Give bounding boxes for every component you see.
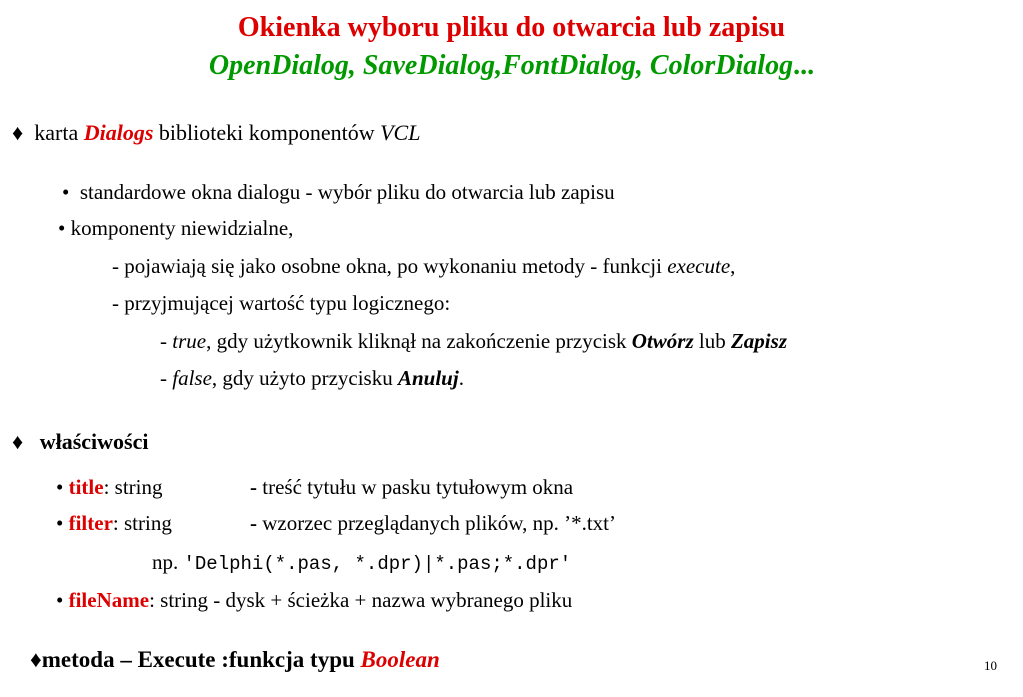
true-description: , gdy użytkownik kliknął na zakończenie przycisk: [206, 329, 627, 353]
example-label: np.: [152, 550, 179, 574]
invisible-components-text: komponenty niewidzialne,: [70, 216, 294, 240]
detail-false-case: [160, 366, 464, 391]
property-filename: [56, 588, 572, 613]
property-filter-description: [250, 511, 616, 536]
title-property-name: title: [68, 475, 104, 499]
comma: ,: [730, 254, 736, 278]
bullet-icon: •: [56, 475, 64, 499]
filter-description: wzorzec przeglądanych plików, np. ’*.txt’: [262, 511, 616, 535]
library-text: biblioteki komponentów: [158, 120, 375, 145]
section-dialogs-line: [12, 120, 420, 146]
section-execute-method: [30, 647, 440, 673]
filter-example: [152, 550, 571, 575]
karta-text: karta: [34, 120, 79, 145]
filter-property-name: filter: [68, 511, 113, 535]
filename-description: : string - dysk + ścieżka + nazwa wybranego pliku: [149, 588, 573, 612]
slide-title-line1: Okienka wyboru pliku do otwarcia lub zapisu: [237, 12, 786, 43]
separate-windows-text: - pojawiają się jako osobne okna, po wykonaniu metody - funkcji: [112, 254, 662, 278]
anuluj-button-name: Anuluj: [397, 366, 459, 390]
true-keyword: true: [172, 329, 207, 353]
bullet-icon: •: [56, 588, 64, 612]
execute-keyword: execute: [667, 254, 731, 278]
detail-separate-windows: [112, 254, 735, 279]
dash: -: [160, 329, 167, 353]
vcl-keyword: VCL: [380, 120, 421, 145]
properties-heading: właściwości: [39, 429, 149, 454]
section-properties-heading: [12, 429, 149, 455]
filter-property-type: : string: [112, 511, 172, 535]
diamond-bullet-icon: ♦: [30, 647, 42, 672]
lub-text: lub: [698, 329, 726, 353]
title-description: treść tytułu w pasku tytułowym okna: [262, 475, 574, 499]
dash: -: [160, 366, 167, 390]
standard-dialogs-text: standardowe okna dialogu - wybór pliku do otwarcia lub zapisu: [79, 180, 615, 204]
dash: -: [250, 475, 257, 499]
bullet-icon: •: [58, 216, 66, 240]
page-number: 10: [984, 658, 997, 673]
diamond-bullet-icon: ♦: [12, 429, 24, 454]
diamond-bullet-icon: ♦: [12, 120, 24, 145]
sub-bullet-invisible-components: [58, 216, 293, 241]
slide-title-line2: [0, 50, 1023, 82]
property-title-description: [250, 475, 573, 500]
false-keyword: false: [172, 366, 212, 390]
boolean-keyword: Boolean: [360, 647, 440, 672]
bullet-icon: •: [56, 511, 64, 535]
dialogs-keyword: Dialogs: [83, 120, 154, 145]
title-o-letter: O: [208, 50, 230, 81]
sub-bullet-standard-dialogs: [62, 180, 615, 205]
bullet-icon: •: [62, 180, 70, 204]
title-dialog-list: penDialog, SaveDialog,FontDialog, ColorDialog: [229, 50, 794, 81]
title-ellipsis: ...: [793, 50, 815, 81]
false-description: , gdy użyto przycisku: [211, 366, 393, 390]
property-title: [56, 475, 163, 500]
otworz-button-name: Otwórz: [631, 329, 694, 353]
property-filter: [56, 511, 172, 536]
period: .: [458, 366, 464, 390]
dash: -: [250, 511, 257, 535]
filter-example-code: 'Delphi(*.pas, *.dpr)|*.pas;*.dpr': [183, 553, 572, 575]
detail-true-case: [160, 329, 787, 354]
detail-boolean-return: - przyjmującej wartość typu logicznego:: [112, 291, 451, 315]
zapisz-button-name: Zapisz: [730, 329, 787, 353]
filename-property-name: fileName: [68, 588, 150, 612]
title-property-type: : string: [103, 475, 163, 499]
execute-method-text: metoda – Execute :funkcja typu: [41, 647, 355, 672]
